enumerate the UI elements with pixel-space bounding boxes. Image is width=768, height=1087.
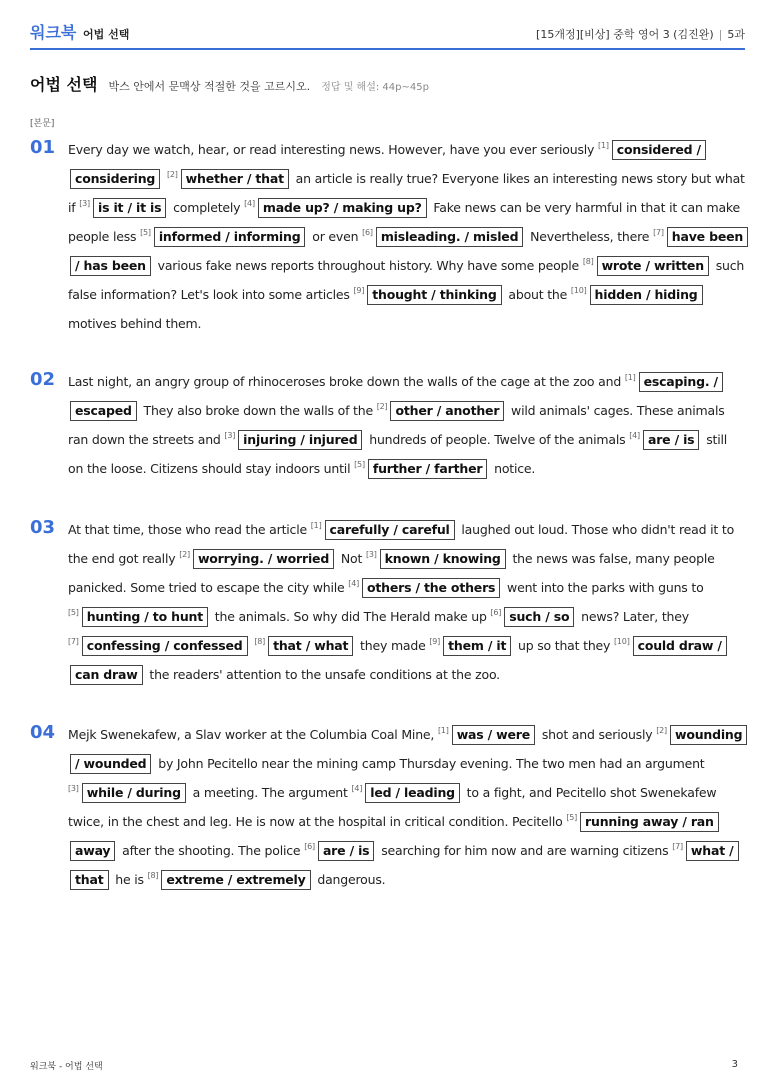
passage-02 — [30, 367, 745, 483]
passage-sentence: about the — [504, 287, 571, 302]
passage-sentence: shot and seriously — [538, 727, 657, 742]
choice-box[interactable]: worrying. / worried — [193, 549, 334, 569]
blank-number: [4] — [244, 199, 255, 208]
passage-sentence: Mejk Swenekafew, a Slav worker at the Columbia Coal Mine, — [68, 727, 438, 742]
brand-subtitle: 어법 선택 — [83, 28, 130, 41]
passage-sentence: Fake news can be very harmful in that it can make people less — [68, 200, 740, 244]
choice-box[interactable]: made up? / making up? — [258, 198, 427, 218]
footer-title: 워크북 - 어법 선택 — [30, 1062, 103, 1072]
blank-number: [8] — [582, 257, 594, 266]
choice-box[interactable]: such / so — [504, 607, 574, 627]
passage-03 — [30, 515, 745, 689]
blank-number: [6] — [362, 228, 373, 237]
choice-box[interactable]: considered / considering — [70, 140, 706, 189]
passage-text — [68, 515, 745, 689]
blank-number: [3] — [68, 784, 79, 793]
book-title: [15개정][비상] 중학 영어 3 (김진완) — [536, 28, 714, 41]
choice-box[interactable]: is it / it is — [93, 198, 166, 218]
choice-box[interactable]: them / it — [443, 636, 511, 656]
passage-sentence: still on the loose. Citizens should stay indoors until — [68, 432, 728, 476]
choice-box[interactable]: known / knowing — [380, 549, 506, 569]
choice-box[interactable]: wrote / written — [597, 256, 709, 276]
blank-number: [6] — [490, 608, 502, 617]
passage-sentence: the news was false, many people panicked. Some tried to escape the city while — [68, 551, 715, 595]
blank-number: [3] — [365, 550, 377, 559]
passage-sentence: the animals. So why did The Herald make up — [211, 609, 491, 624]
choice-box[interactable]: injuring / injured — [238, 430, 362, 450]
choice-box[interactable]: thought / thinking — [367, 285, 501, 305]
passage-sentence: the readers' attention to the unsafe conditions at the zoo. — [145, 667, 500, 682]
blank-number: [2] — [179, 550, 190, 559]
passage-sentence: by John Pecitello near the mining camp Thursday evening. The two men had an argument — [154, 756, 705, 771]
section-title-row — [30, 72, 745, 95]
blank-number: [2] — [656, 726, 667, 735]
passage-sentence: Every day we watch, hear, or read interesting news. However, have you ever seriously — [68, 142, 599, 157]
passage-number: 03 — [30, 517, 56, 538]
choice-box[interactable]: extreme / extremely — [161, 870, 310, 890]
passage-sentence: notice. — [490, 461, 536, 476]
page-number: 3 — [731, 1059, 738, 1070]
passage-sentence: At that time, those who read the article — [68, 522, 311, 537]
passage-sentence: They also broke down the walls of the — [139, 403, 377, 418]
passage-sentence: to a fight, and Pecitello shot Swenekafew twice, in the chest and leg. He is now at the hospital in critical condition. Pecitello — [68, 785, 717, 829]
passage-sentence: motives behind them. — [68, 316, 202, 331]
blank-number: [3] — [224, 431, 236, 440]
choice-box[interactable]: hidden / hiding — [590, 285, 703, 305]
book-info — [536, 26, 745, 42]
choice-box[interactable]: are / is — [318, 841, 374, 861]
passage-sentence: up so that they — [514, 638, 614, 653]
passage-sentence: went into the parks with guns to — [503, 580, 704, 595]
passage-sentence: Not — [337, 551, 366, 566]
passage-sentence: hundreds of people. Twelve of the animals — [365, 432, 630, 447]
blank-number: [8] — [254, 637, 266, 646]
lesson-label: 5과 — [727, 28, 745, 41]
blank-number: [10] — [614, 637, 630, 646]
passage-sentence: an article is really true? Everyone likes an interesting news story but what if — [68, 171, 745, 215]
passage-sentence: after the shooting. The police — [118, 843, 305, 858]
passage-sentence: they made — [356, 638, 430, 653]
passage-sentence: he is — [111, 872, 148, 887]
passage-sentence: Last night, an angry group of rhinoceroses broke down the walls of the cage at the zoo and — [68, 374, 625, 389]
blank-number: [6] — [304, 842, 315, 851]
choice-box[interactable]: misleading. / misled — [376, 227, 524, 247]
brand-title: 워크북 — [30, 23, 77, 42]
section-title: 어법 선택 — [30, 75, 98, 94]
blank-number: [8] — [147, 871, 159, 880]
choice-box[interactable]: carefully / careful — [325, 520, 455, 540]
choice-box[interactable]: was / were — [452, 725, 535, 745]
passage-number: 04 — [30, 722, 56, 743]
choice-box[interactable]: further / farther — [368, 459, 487, 479]
passage-sentence: completely — [169, 200, 245, 215]
choice-box[interactable]: other / another — [390, 401, 504, 421]
choice-box[interactable]: running away / ran away — [70, 812, 719, 861]
blank-number: [9] — [353, 286, 365, 295]
blank-number: [1] — [437, 726, 449, 735]
passage-sentence: searching for him now and are warning citizens — [377, 843, 673, 858]
choice-box[interactable]: hunting / to hunt — [82, 607, 208, 627]
passage-sentence: news? Later, they — [577, 609, 689, 624]
choice-box[interactable]: others / the others — [362, 578, 500, 598]
blank-number: [10] — [570, 286, 587, 295]
blank-number: [1] — [598, 141, 609, 150]
choice-box[interactable]: could draw / can draw — [70, 636, 727, 685]
blank-number: [1] — [310, 521, 322, 530]
passage-text — [68, 135, 745, 338]
passage-01 — [30, 135, 745, 338]
blank-number: [1] — [624, 373, 636, 382]
passage-sentence: Nevertheless, there — [526, 229, 654, 244]
page-header — [30, 20, 745, 50]
passage-sentence: dangerous. — [313, 872, 386, 887]
passage-sentence: laughed out loud. Those who didn't read it to the end got really — [68, 522, 735, 566]
choice-box[interactable]: are / is — [643, 430, 699, 450]
blank-number: [2] — [376, 402, 388, 411]
choice-box[interactable]: informed / informing — [154, 227, 306, 247]
blank-number: [3] — [79, 199, 90, 208]
choice-box[interactable]: led / leading — [365, 783, 460, 803]
blank-number: [7] — [672, 842, 683, 851]
blank-number: [2] — [166, 170, 178, 179]
separator: | — [718, 28, 723, 41]
passage-sentence: such false information? Let's look into some articles — [68, 258, 745, 302]
choice-box[interactable]: wounding / wounded — [70, 725, 747, 774]
choice-box[interactable]: confessing / confessed — [82, 636, 248, 656]
blank-number: [5] — [140, 228, 151, 237]
passage-number: 02 — [30, 369, 56, 390]
blank-number: [5] — [566, 813, 578, 822]
bonmun-label: [본문] — [30, 119, 55, 129]
blank-number: [9] — [429, 637, 441, 646]
blank-number: [4] — [351, 784, 363, 793]
choice-box[interactable]: that / what — [268, 636, 353, 656]
blank-number: [5] — [68, 608, 79, 617]
passage-sentence: various fake news reports throughout history. Why have some people — [153, 258, 583, 273]
passage-sentence: a meeting. The argument — [188, 785, 352, 800]
passage-04 — [30, 720, 745, 894]
instruction-text: 박스 안에서 문맥상 적절한 것을 고르시오. — [108, 80, 311, 93]
blank-number: [4] — [348, 579, 360, 588]
blank-number: [5] — [354, 460, 365, 469]
passage-sentence: wild animals' cages. These animals ran down the streets and — [68, 403, 725, 447]
passage-number: 01 — [30, 137, 56, 158]
answer-reference: 정답 및 해설: 44p~45p — [321, 82, 429, 93]
blank-number: [4] — [629, 431, 640, 440]
choice-box[interactable]: whether / that — [181, 169, 289, 189]
passage-text — [68, 720, 745, 894]
blank-number: [7] — [68, 637, 79, 646]
choice-box[interactable]: have been / has been — [70, 227, 748, 276]
passage-text — [68, 367, 745, 483]
choice-box[interactable]: while / during — [82, 783, 186, 803]
blank-number: [7] — [653, 228, 664, 237]
choice-box[interactable]: escaping. / escaped — [70, 372, 723, 421]
choice-box[interactable]: what / that — [70, 841, 739, 890]
passage-sentence: or even — [308, 229, 363, 244]
